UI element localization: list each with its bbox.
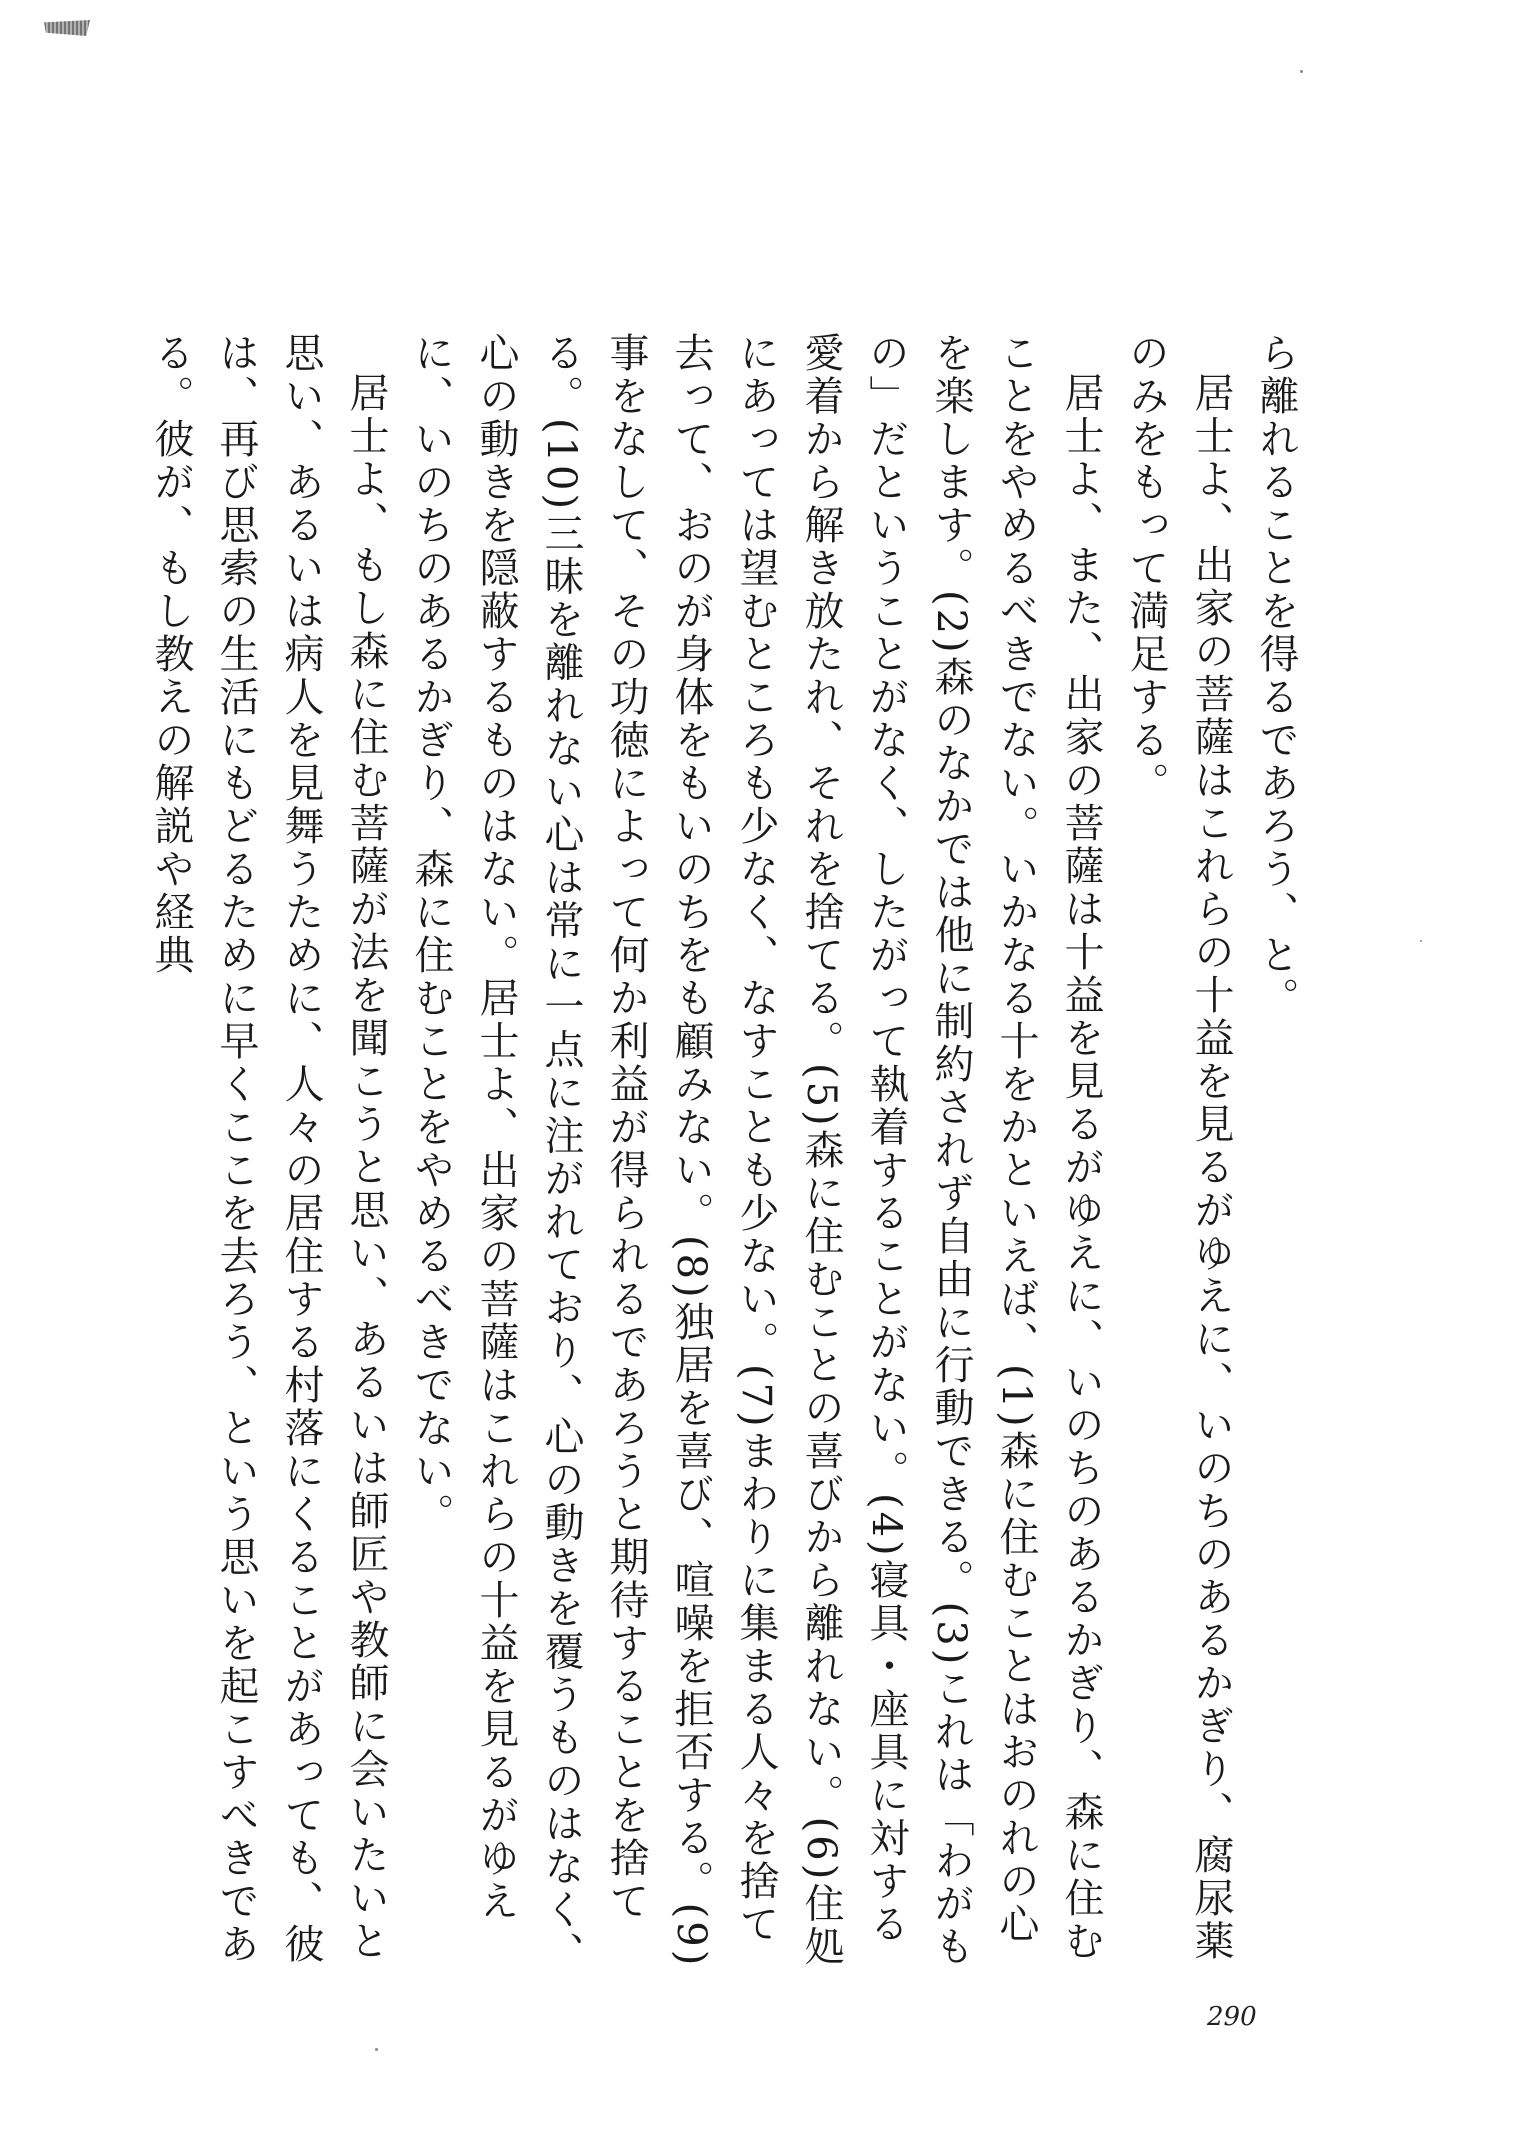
body-text [148,332,1308,1982]
scan-artifact [44,20,90,36]
paragraph: ら離れることを得るであろう、と。 [1253,332,1299,1020]
scan-speck [1420,940,1422,942]
paragraph: 居士よ、出家の菩薩はこれらの十益を見るがゆえに、いのちのあるかぎり、腐尿薬のみをもって満足する。 [1123,332,1234,1963]
page-number: 290 [1207,2002,1257,2032]
scan-speck [1300,70,1303,73]
paragraph: 居士よ、もし森に住む菩薩が法を聞こうと思い、あるいは師匠や教師に会いたいと思い、あるいは病人を見舞うために、人々の居住する村落にくることがあっても、彼は、再び思索の生活にもどるために早くここを去ろう、という思いを起こすべきである。彼が、もし教えの解説や経典 [148,332,389,1966]
paragraph: 居士よ、また、出家の菩薩は十益を見るがゆえに、いのちのあるかぎり、森に住むことをやめるべきでない。いかなる十をかといえば、(1)森に住むことはおのれの心を楽します。(2)森のなかでは他に制約されず自由に行動できる。(3)これは「わがもの」だということがなく、したがって執着することがない。(4)寝具・座具に対する愛着から解き放たれ、それを捨てる。(5)森に住むことの喜びから離れない。(6)住処にあっては望むところも少なく、なすことも少ない。(7)まわりに集まる人々を捨て去って、おのが身体をもいのちをも顧みない。(8)独居を喜び、喧噪を拒否する。(9)事をなして、その功徳によって何か利益が得られるであろうと期待することを捨てる。(10)三昧を離れない心は常に一点に注がれており、心の動きを覆うものはなく、心の動きを隠蔽するものはない。居士よ、出家の菩薩はこれらの十益を見るがゆえに、いのちのあるかぎり、森に住むことをやめるべきでない。 [408,332,1104,1975]
scan-speck [375,2048,378,2051]
